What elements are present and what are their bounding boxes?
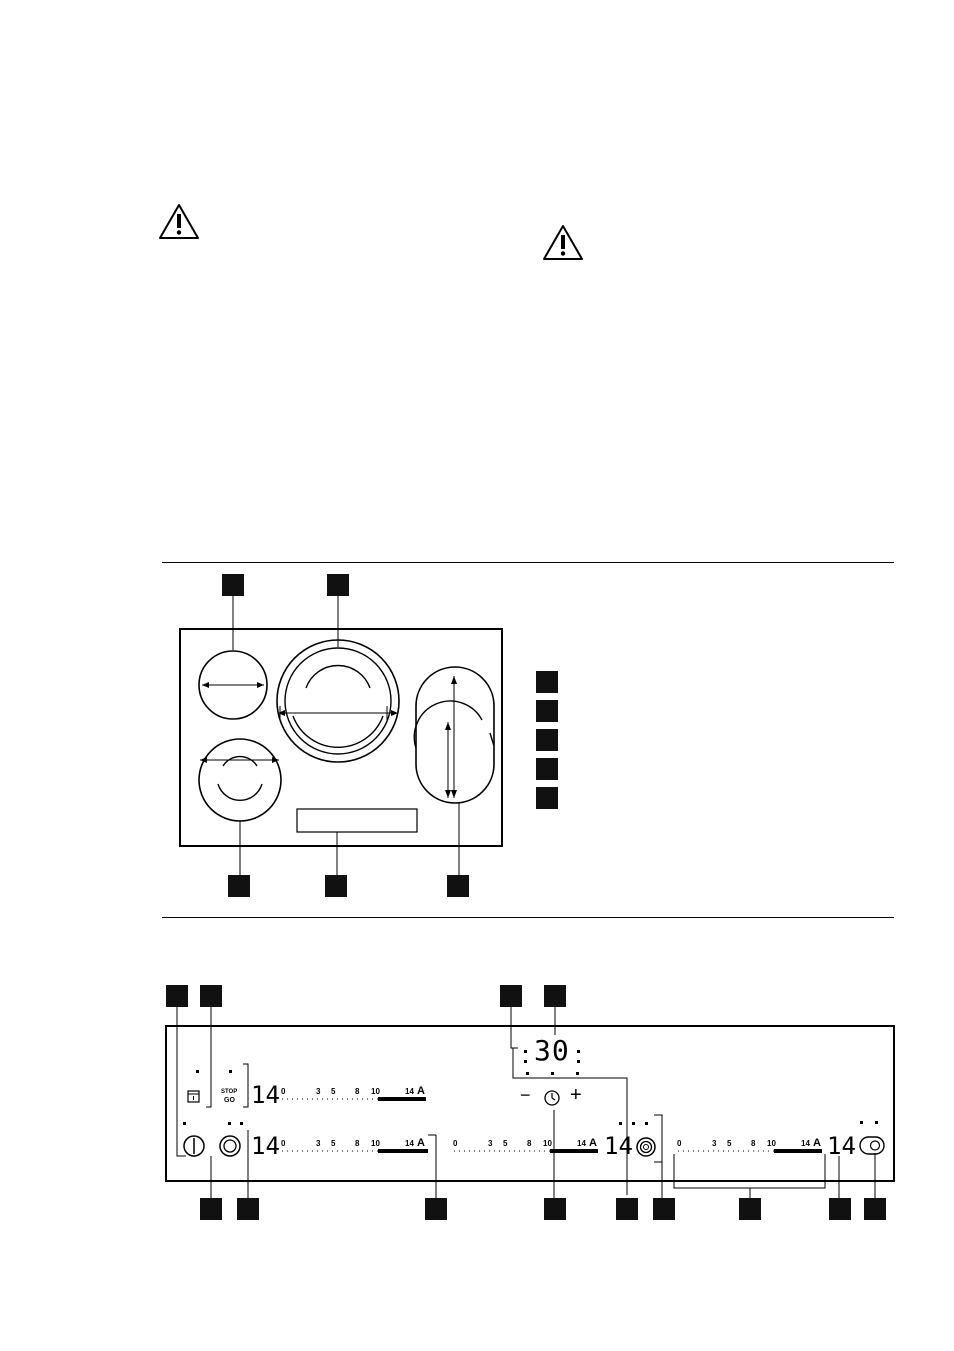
callout-cp-bottom-6 xyxy=(653,1198,675,1220)
slider-2-tick-5: 5 xyxy=(331,1139,336,1148)
callout-cp-bottom-9 xyxy=(864,1198,886,1220)
callout-cp-bottom-3 xyxy=(425,1198,447,1220)
slider-1-tick-10: 10 xyxy=(371,1087,380,1096)
zone-select-icon xyxy=(220,1136,240,1156)
go-label[interactable]: GO xyxy=(224,1097,235,1104)
slider-row-4 xyxy=(678,1149,822,1153)
slider-2-tick-0: 0 xyxy=(281,1139,286,1148)
slider-1-tick-14: 14 xyxy=(405,1087,414,1096)
callout-cp-bottom-5 xyxy=(616,1198,638,1220)
callout-cp-bottom-4 xyxy=(544,1198,566,1220)
control-panel-diagram xyxy=(0,980,954,1230)
legend-callout-2 xyxy=(536,700,558,722)
callout-bottom-1 xyxy=(228,875,250,897)
slider-1-tick-3: 3 xyxy=(316,1087,321,1096)
callout-cp-top-3 xyxy=(500,985,522,1007)
slider-1-level: 14 xyxy=(251,1081,280,1109)
slider-1-auto[interactable]: A xyxy=(417,1085,425,1097)
section-rule-bottom xyxy=(162,917,894,918)
slider-row-2 xyxy=(282,1149,428,1153)
slider-3-auto[interactable]: A xyxy=(589,1137,597,1149)
slider-3-tick-10: 10 xyxy=(543,1139,552,1148)
callout-bottom-2 xyxy=(325,875,347,897)
slider-1-tick-8: 8 xyxy=(355,1087,360,1096)
zone-middle-back xyxy=(277,640,399,762)
slider-2-level: 14 xyxy=(251,1132,280,1160)
slider-4-tick-0: 0 xyxy=(677,1139,682,1148)
section-rule-top xyxy=(162,562,894,563)
legend-callout-4 xyxy=(536,758,558,780)
slider-row-3 xyxy=(454,1149,598,1153)
callout-cp-top-2 xyxy=(200,985,222,1007)
slider-3-level: 14 xyxy=(604,1132,633,1160)
slider-2-tick-14: 14 xyxy=(405,1139,414,1148)
slider-1-tick-5: 5 xyxy=(331,1087,336,1096)
slider-row-1 xyxy=(282,1097,426,1101)
slider-3-tick-5: 5 xyxy=(503,1139,508,1148)
slider-3-tick-14: 14 xyxy=(577,1139,586,1148)
callout-bottom-3 xyxy=(447,875,469,897)
slider-2-tick-8: 8 xyxy=(355,1139,360,1148)
callout-cp-top-4 xyxy=(544,985,566,1007)
legend-callout-5 xyxy=(536,787,558,809)
slider-4-tick-14: 14 xyxy=(801,1139,810,1148)
callout-cp-bottom-8 xyxy=(829,1198,851,1220)
slider-4-tick-3: 3 xyxy=(712,1139,717,1148)
zone-left-front xyxy=(199,739,281,821)
slider-1-tick-0: 0 xyxy=(281,1087,286,1096)
callout-cp-top-1 xyxy=(166,985,188,1007)
legend-callout-3 xyxy=(536,729,558,751)
slider-2-auto[interactable]: A xyxy=(417,1137,425,1149)
zone-right-oval xyxy=(416,667,494,803)
slider-4-tick-5: 5 xyxy=(727,1139,732,1148)
callout-top-2 xyxy=(327,574,349,596)
stop-label: STOP xyxy=(221,1089,238,1095)
timer-plus-button[interactable]: + xyxy=(570,1084,582,1106)
callout-cp-bottom-7 xyxy=(739,1198,761,1220)
callout-cp-bottom-1 xyxy=(200,1198,222,1220)
callout-top-1 xyxy=(222,574,244,596)
callout-cp-bottom-2 xyxy=(237,1198,259,1220)
slider-3-tick-3: 3 xyxy=(488,1139,493,1148)
rear-zone-icon xyxy=(637,1138,655,1156)
slider-4-tick-10: 10 xyxy=(767,1139,776,1148)
slider-4-tick-8: 8 xyxy=(751,1139,756,1148)
timer-display: 30 xyxy=(534,1034,570,1067)
slider-4-auto[interactable]: A xyxy=(813,1137,821,1149)
control-strip xyxy=(297,809,417,832)
warning-triangle-icon xyxy=(542,224,584,262)
slider-4-level: 14 xyxy=(827,1132,856,1160)
slider-3-tick-8: 8 xyxy=(527,1139,532,1148)
slider-2-tick-3: 3 xyxy=(316,1139,321,1148)
warning-triangle-icon xyxy=(158,203,200,241)
pause-toggle-icon xyxy=(860,1137,884,1154)
cooktop-layout-diagram xyxy=(170,570,510,900)
legend-callout-1 xyxy=(536,671,558,693)
slider-2-tick-10: 10 xyxy=(371,1139,380,1148)
slider-3-tick-0: 0 xyxy=(453,1139,458,1148)
timer-minus-button[interactable]: − xyxy=(520,1085,531,1105)
